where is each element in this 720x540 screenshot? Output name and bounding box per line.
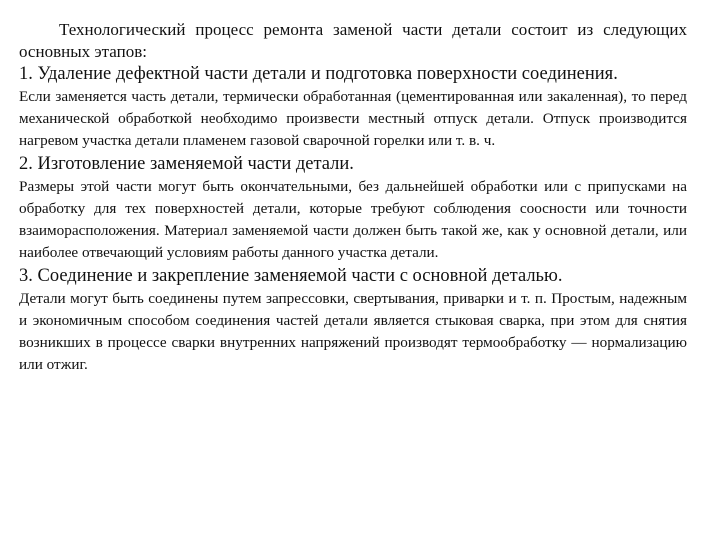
step-1-heading: 1. Удаление дефектной части детали и подготовка поверхности соединения. bbox=[19, 64, 618, 84]
step-1-text: Если заменяется часть детали, термически обработанная (цементированная или закаленная), то перед механической обработкой необходимо произвести местный отпуск детали. Отпуск производится нагревом участка детали пламенем газовой сварочной горелки или т. в. ч. bbox=[19, 88, 687, 149]
step-3-heading: 3. Соединение и закрепление заменяемой части с основной деталью. bbox=[19, 266, 563, 286]
step-3-text: Детали могут быть соединены путем запрессовки, свертывания, приварки и т. п. Простым, надежным и экономичным способом соединения частей детали является стыковая сварка, при этом для снятия возникших в процессе сварки внутренних напряжений производят термообработку — нормализацию или отжиг. bbox=[19, 290, 687, 373]
intro-paragraph: Технологический процесс ремонта заменой части детали состоит из следующих основных этапов: bbox=[19, 20, 687, 61]
step-2-text: Размеры этой части могут быть окончательными, без дальнейшей обработки или с припусками на обработку для тех поверхностей детали, которые требуют соблюдения соосности или точности взаиморасположения. Материал заменяемой части должен быть такой же, как у основной детали, или наиболее отвечающий условиям работы данного участка детали. bbox=[19, 178, 687, 261]
step-2-heading: 2. Изготовление заменяемой части детали. bbox=[19, 154, 354, 174]
